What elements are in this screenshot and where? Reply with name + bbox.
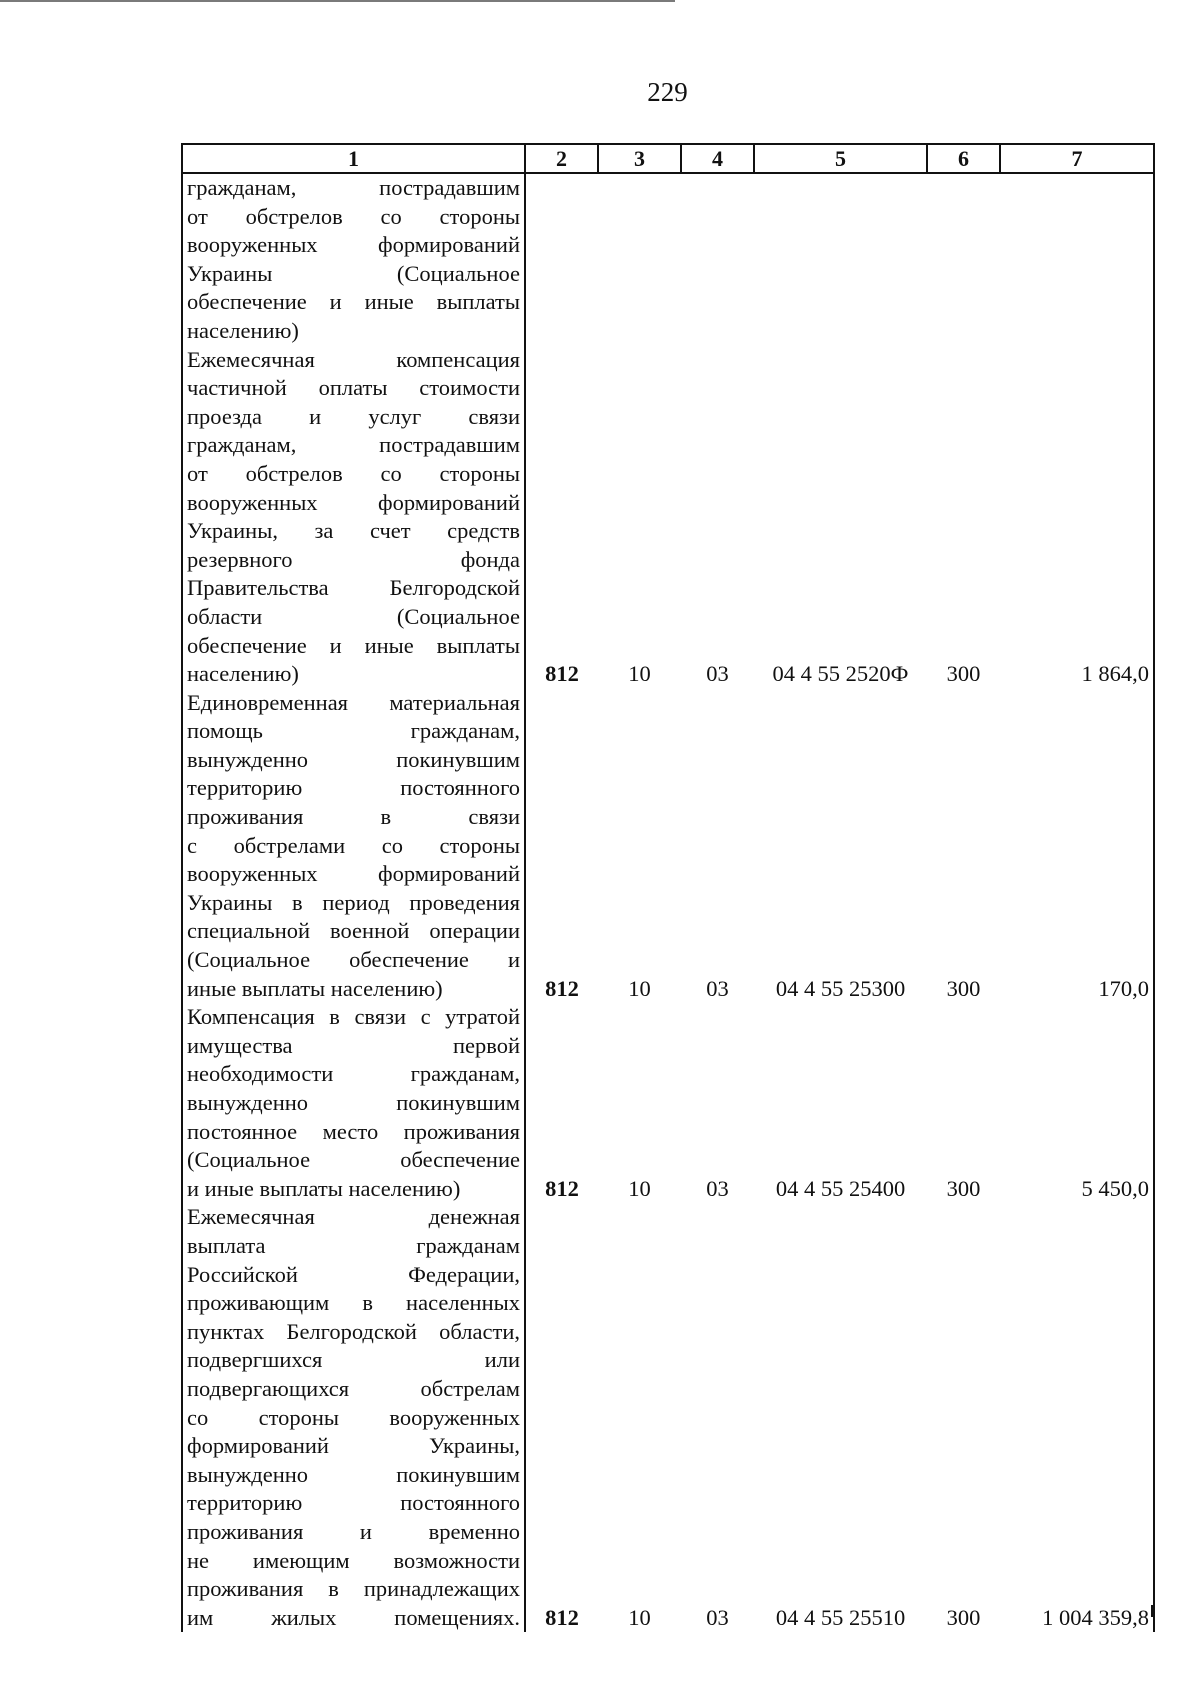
description-line: проезда и услуг связи (187, 403, 520, 429)
table-row (182, 1203, 1154, 1632)
column-header-4: 4 (681, 144, 754, 173)
expense-kind-cell: 300 (946, 975, 981, 1001)
subsection-cell (681, 173, 754, 346)
budget-table (181, 143, 1155, 1632)
section-cell: 10 (628, 661, 651, 687)
description-line: формирований Украины, (187, 1433, 520, 1459)
description-line: вынужденно покинувшим (187, 1090, 520, 1115)
table-border-fragment-left (181, 1605, 183, 1617)
description-line: проживания в связи (187, 804, 520, 830)
description-line: обеспечение и иные выплаты (187, 289, 520, 315)
section-cell (598, 173, 681, 346)
top-rule (0, 0, 675, 2)
table-border-fragment-right (1151, 1605, 1153, 1617)
description-line: территорию постоянного (187, 1490, 520, 1516)
description-cell (182, 346, 525, 689)
description-line: Ежемесячная компенсация (187, 346, 520, 372)
description-line: пунктах Белгородской области, (187, 1318, 520, 1344)
description-line: иные выплаты населению) (187, 975, 443, 1001)
table-row (182, 689, 1154, 1004)
description-line: специальной военной операции (187, 918, 520, 944)
subsection-cell: 03 (706, 1604, 729, 1630)
description-line: области (Социальное (187, 603, 520, 629)
description-line: населению) (187, 317, 299, 343)
subsection-cell: 03 (706, 1175, 729, 1201)
expense-kind-cell: 300 (946, 661, 981, 687)
column-header-7: 7 (1000, 144, 1154, 173)
target-article-cell: 04 4 55 25300 (775, 975, 906, 1001)
table-row (182, 346, 1154, 689)
budget-code-cell: 812 (525, 346, 598, 689)
column-header-5: 5 (754, 144, 927, 173)
column-header-3: 3 (598, 144, 681, 173)
budget-code-cell: 812 (525, 1203, 598, 1632)
description-line: гражданам, пострадавшим (187, 432, 520, 458)
description-line: Правительства Белгородской (187, 575, 520, 601)
expense-kind-cell: 300 (946, 1175, 981, 1201)
section-cell: 10 (628, 975, 651, 1001)
description-cell (182, 1203, 525, 1632)
budget-code-cell: 812 (525, 689, 598, 1004)
description-line: вооруженных формирований (187, 489, 520, 515)
description-cell (182, 689, 525, 1004)
column-header-1: 1 (182, 144, 525, 173)
description-cell (182, 1003, 525, 1203)
description-line: проживания в принадлежащих (187, 1576, 520, 1602)
description-line: с обстрелами со стороны (187, 832, 520, 858)
amount-cell: 5 450,0 (1000, 1003, 1154, 1203)
description-line: Компенсация в связи с утратой (187, 1004, 520, 1030)
amount-cell: 1 004 359,8 (1000, 1203, 1154, 1632)
description-line: постоянное место проживания (187, 1118, 520, 1144)
description-line: от обстрелов со стороны (187, 203, 520, 229)
description-line: (Социальное обеспечение и (187, 947, 520, 973)
column-header-6: 6 (927, 144, 1000, 173)
section-cell: 10 (628, 1604, 651, 1630)
description-line: необходимости гражданам, (187, 1061, 520, 1087)
description-line: имущества первой (187, 1032, 520, 1058)
subsection-cell: 03 (706, 975, 729, 1001)
page-number: 229 (647, 77, 688, 107)
description-line: вооруженных формирований (187, 232, 520, 258)
description-line: проживания и временно (187, 1518, 520, 1544)
description-line: территорию постоянного (187, 775, 520, 801)
subsection-cell: 03 (706, 661, 729, 687)
description-line: Украины, за счет средств (187, 518, 520, 544)
target-article-cell: 04 4 55 2520Ф (772, 661, 909, 687)
table-row (182, 1003, 1154, 1203)
description-line: частичной оплаты стоимости (187, 375, 520, 401)
description-line: вынужденно покинувшим (187, 746, 520, 772)
description-line: им жилых помещениях. (187, 1604, 520, 1630)
description-line: Российской Федерации, (187, 1261, 520, 1287)
description-line: Украины (Социальное (187, 260, 520, 286)
amount-cell: 170,0 (1000, 689, 1154, 1004)
description-line: и иные выплаты населению) (187, 1175, 461, 1201)
budget-code-cell: 812 (525, 1003, 598, 1203)
description-line: населению) (187, 661, 299, 687)
description-line: не имеющим возможности (187, 1547, 520, 1573)
target-article-cell: 04 4 55 25510 (775, 1604, 906, 1630)
target-article-cell: 04 4 55 25400 (775, 1175, 906, 1201)
description-line: подвергшихся или (187, 1347, 520, 1373)
budget-code-cell (525, 173, 598, 346)
description-cell (182, 173, 525, 346)
description-line: вынужденно покинувшим (187, 1461, 520, 1487)
description-line: Единовременная материальная (187, 689, 520, 715)
description-line: от обстрелов со стороны (187, 460, 520, 486)
table-row (182, 173, 1154, 346)
amount-cell (1000, 173, 1154, 346)
description-line: со стороны вооруженных (187, 1404, 520, 1430)
description-line: проживающим в населенных (187, 1290, 520, 1316)
description-line: резервного фонда (187, 546, 520, 572)
description-line: Ежемесячная денежная (187, 1204, 520, 1230)
expense-kind-cell (927, 173, 1000, 346)
column-header-2: 2 (525, 144, 598, 173)
description-line: выплата гражданам (187, 1232, 520, 1258)
description-line: помощь гражданам, (187, 718, 520, 744)
description-line: подвергающихся обстрелам (187, 1375, 520, 1401)
expense-kind-cell: 300 (946, 1604, 981, 1630)
header-row (182, 144, 1154, 173)
description-line: (Социальное обеспечение (187, 1147, 520, 1173)
description-line: гражданам, пострадавшим (187, 175, 520, 200)
section-cell: 10 (628, 1175, 651, 1201)
amount-cell: 1 864,0 (1000, 346, 1154, 689)
description-line: вооруженных формирований (187, 861, 520, 887)
description-line: Украины в период проведения (187, 889, 520, 915)
description-line: обеспечение и иные выплаты (187, 632, 520, 658)
target-article-cell (754, 173, 927, 346)
